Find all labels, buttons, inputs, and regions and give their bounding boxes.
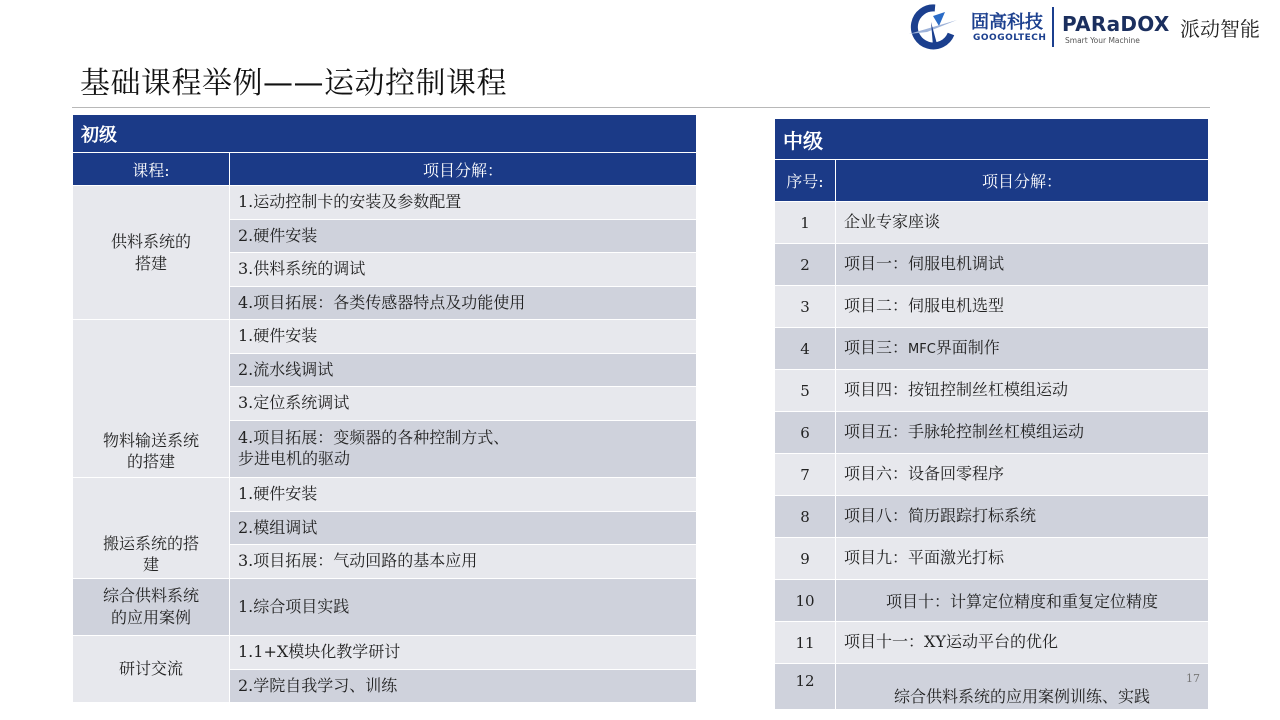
table-row xyxy=(775,328,1209,370)
table-row xyxy=(775,622,1209,664)
course-cell: 研讨交流 xyxy=(73,636,230,703)
project-item-abbr: MFC xyxy=(908,342,936,358)
number-column-header: 序号: xyxy=(775,160,836,202)
project-item: 项目十一：XY运动平台的优化 xyxy=(836,622,1209,664)
table-row xyxy=(775,538,1209,580)
course-name-line: 供料系统的 xyxy=(110,231,191,251)
course-cell xyxy=(73,478,230,579)
page-title: 基础课程举例——运动控制课程 xyxy=(80,66,507,101)
table-row xyxy=(775,580,1209,622)
title-divider xyxy=(72,107,1210,108)
row-number: 1 xyxy=(775,202,836,244)
project-item: 项目四：按钮控制丝杠模组运动 xyxy=(836,370,1209,412)
project-item: 1.综合项目实践 xyxy=(230,579,697,636)
table-row xyxy=(73,579,697,636)
table-row xyxy=(73,186,697,220)
table-row xyxy=(73,636,697,670)
course-name-line: 建 xyxy=(142,555,159,575)
project-item: 4.项目拓展：各类传感器特点及功能使用 xyxy=(230,287,697,320)
beginner-heading: 初级 xyxy=(73,115,697,153)
project-item: 项目八：简历跟踪打标系统 xyxy=(836,496,1209,538)
table-row xyxy=(775,664,1209,710)
table-row xyxy=(775,496,1209,538)
project-item-prefix: 项目三： xyxy=(844,338,909,358)
project-item: 2.流水线调试 xyxy=(230,354,697,387)
paradox-name-cn: 派动智能 xyxy=(1180,17,1260,41)
project-item: 企业专家座谈 xyxy=(836,202,1209,244)
row-number: 12 xyxy=(775,664,836,710)
beginner-course-table xyxy=(72,114,697,703)
project-item: 项目五：手脉轮控制丝杠模组运动 xyxy=(836,412,1209,454)
row-number: 8 xyxy=(775,496,836,538)
project-item: 3.供料系统的调试 xyxy=(230,253,697,287)
paradox-tagline: Smart Your Machine xyxy=(1065,36,1140,45)
googoltech-logo-icon xyxy=(905,4,961,50)
header-logo xyxy=(905,4,1280,50)
row-number: 11 xyxy=(775,622,836,664)
course-cell xyxy=(73,579,230,636)
project-item: 2.硬件安装 xyxy=(230,220,697,253)
project-item: 项目六：设备回零程序 xyxy=(836,454,1209,496)
project-item: 2.学院自我学习、训练 xyxy=(230,670,697,703)
project-item: 1.硬件安装 xyxy=(230,320,697,354)
row-number: 3 xyxy=(775,286,836,328)
course-name-line: 综合供料系统 xyxy=(102,586,199,606)
table-row xyxy=(775,454,1209,496)
project-item-suffix: 界面制作 xyxy=(935,338,1000,358)
project-item: 1.硬件安装 xyxy=(230,478,697,512)
logo-company-en: GOOGOLTECH xyxy=(973,33,1047,43)
project-item xyxy=(836,328,1209,370)
project-item-line: 4.项目拓展：变频器的各种控制方式、 xyxy=(238,428,510,448)
row-number: 10 xyxy=(775,580,836,622)
table-row xyxy=(775,244,1209,286)
course-name-line: 物料输送系统 xyxy=(102,430,199,450)
page-number: 17 xyxy=(1186,672,1200,685)
intermediate-course-table xyxy=(774,118,1209,710)
intermediate-heading: 中级 xyxy=(775,119,1209,160)
row-number: 9 xyxy=(775,538,836,580)
logo-company-cn: 固高科技 xyxy=(971,12,1043,33)
course-name-line: 搭建 xyxy=(134,253,167,273)
project-item: 1.运动控制卡的安装及参数配置 xyxy=(230,186,697,220)
course-column-header: 课程: xyxy=(73,153,230,186)
row-number: 4 xyxy=(775,328,836,370)
project-item: 综合供料系统的应用案例训练、实践 xyxy=(836,664,1209,710)
project-item-line: 步进电机的驱动 xyxy=(238,449,351,468)
project-item: 3.项目拓展：气动回路的基本应用 xyxy=(230,545,697,579)
items-column-header: 项目分解： xyxy=(836,160,1209,202)
items-column-header: 项目分解： xyxy=(230,153,697,186)
row-number: 5 xyxy=(775,370,836,412)
project-item: 项目十：计算定位精度和重复定位精度 xyxy=(836,580,1209,622)
table-row xyxy=(775,286,1209,328)
project-item: 1.1+X模块化教学研讨 xyxy=(230,636,697,670)
table-row xyxy=(775,202,1209,244)
course-cell xyxy=(73,320,230,478)
table-row xyxy=(775,370,1209,412)
course-name-line: 搬运系统的搭 xyxy=(102,533,199,553)
table-row xyxy=(73,320,697,354)
project-item: 2.模组调试 xyxy=(230,512,697,545)
row-number: 7 xyxy=(775,454,836,496)
project-item: 项目二：伺服电机选型 xyxy=(836,286,1209,328)
course-name-line: 的搭建 xyxy=(126,452,175,472)
paradox-logo: PARaDOX xyxy=(1062,12,1170,36)
table-row xyxy=(775,412,1209,454)
course-cell xyxy=(73,186,230,320)
project-item xyxy=(230,421,697,478)
logo-divider xyxy=(1052,7,1054,47)
course-name-line: 的应用案例 xyxy=(110,608,191,627)
row-number: 2 xyxy=(775,244,836,286)
project-item: 项目九：平面激光打标 xyxy=(836,538,1209,580)
table-row xyxy=(73,478,697,512)
project-item: 项目一：伺服电机调试 xyxy=(836,244,1209,286)
project-item: 3.定位系统调试 xyxy=(230,387,697,421)
row-number: 6 xyxy=(775,412,836,454)
